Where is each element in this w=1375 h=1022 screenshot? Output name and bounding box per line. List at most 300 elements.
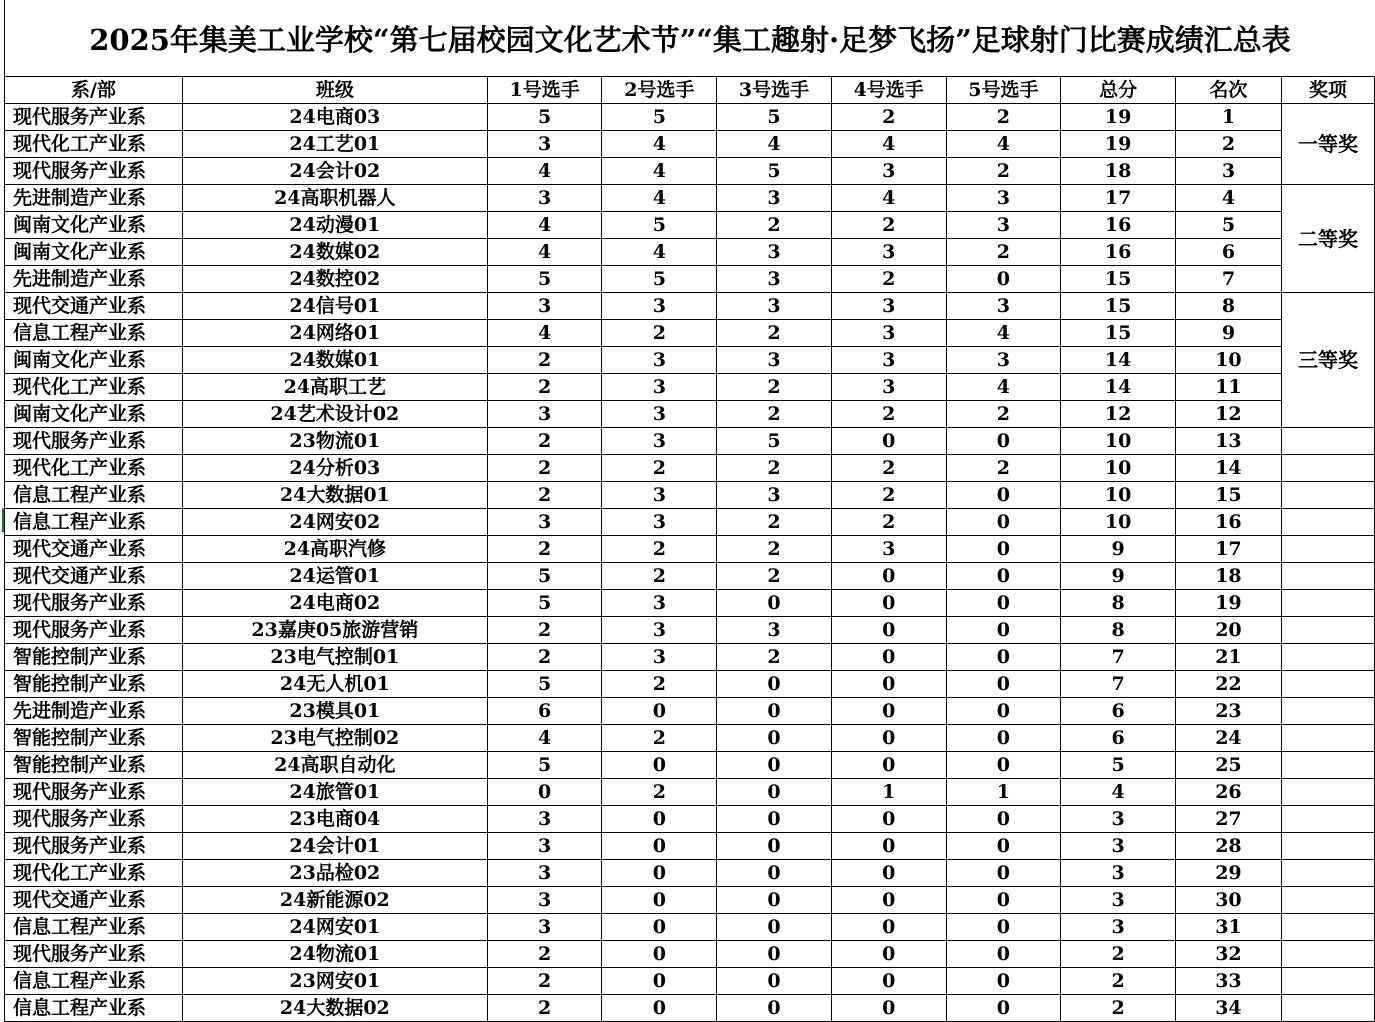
player-2-score[interactable]: 4 [602,239,717,266]
rank-cell[interactable]: 21 [1175,644,1281,671]
player-3-score[interactable]: 0 [717,995,832,1022]
dept-cell[interactable]: 现代服务产业系 [5,104,183,131]
player-4-score[interactable]: 0 [831,941,946,968]
player-5-score[interactable]: 3 [946,185,1061,212]
rank-cell[interactable]: 29 [1175,860,1281,887]
player-1-score[interactable]: 2 [487,995,602,1022]
player-3-score[interactable]: 3 [717,617,832,644]
player-5-score[interactable]: 0 [946,914,1061,941]
total-score[interactable]: 3 [1061,806,1176,833]
player-3-score[interactable]: 4 [717,131,832,158]
player-1-score[interactable]: 4 [487,212,602,239]
award-cell-empty[interactable] [1281,941,1374,968]
player-1-score[interactable]: 2 [487,644,602,671]
player-5-score[interactable]: 0 [946,644,1061,671]
award-cell-second[interactable]: 二等奖 [1281,185,1374,293]
player-5-score[interactable]: 0 [946,563,1061,590]
award-cell-empty[interactable] [1281,644,1374,671]
rank-cell[interactable]: 8 [1175,293,1281,320]
award-cell-empty[interactable] [1281,887,1374,914]
player-1-score[interactable]: 3 [487,806,602,833]
total-score[interactable]: 16 [1061,212,1176,239]
dept-cell[interactable]: 现代服务产业系 [5,806,183,833]
dept-cell[interactable]: 信息工程产业系 [5,968,183,995]
player-2-score[interactable]: 2 [602,725,717,752]
class-cell[interactable]: 24信号01 [182,293,487,320]
player-5-score[interactable]: 0 [946,698,1061,725]
player-4-score[interactable]: 4 [831,131,946,158]
player-5-score[interactable]: 4 [946,320,1061,347]
total-score[interactable]: 9 [1061,536,1176,563]
total-score[interactable]: 7 [1061,671,1176,698]
rank-cell[interactable]: 30 [1175,887,1281,914]
player-1-score[interactable]: 2 [487,455,602,482]
player-4-score[interactable]: 3 [831,158,946,185]
rank-cell[interactable]: 31 [1175,914,1281,941]
player-3-score[interactable]: 0 [717,752,832,779]
player-4-score[interactable]: 0 [831,644,946,671]
player-2-score[interactable]: 0 [602,752,717,779]
player-4-score[interactable]: 0 [831,590,946,617]
class-cell[interactable]: 24分析03 [182,455,487,482]
class-cell[interactable]: 24物流01 [182,941,487,968]
player-5-score[interactable]: 0 [946,725,1061,752]
total-score[interactable]: 19 [1061,104,1176,131]
player-1-score[interactable]: 3 [487,131,602,158]
player-3-score[interactable]: 5 [717,158,832,185]
award-cell-empty[interactable] [1281,779,1374,806]
award-cell-first[interactable]: 一等奖 [1281,104,1374,185]
class-cell[interactable]: 24新能源02 [182,887,487,914]
dept-cell[interactable]: 现代化工产业系 [5,131,183,158]
total-score[interactable]: 2 [1061,941,1176,968]
dept-cell[interactable]: 智能控制产业系 [5,752,183,779]
player-2-score[interactable]: 3 [602,617,717,644]
award-cell-empty[interactable] [1281,968,1374,995]
class-cell[interactable]: 24高职汽修 [182,536,487,563]
player-4-score[interactable]: 1 [831,779,946,806]
total-score[interactable]: 3 [1061,914,1176,941]
header-player-4[interactable]: 4号选手 [831,77,946,104]
player-5-score[interactable]: 2 [946,158,1061,185]
rank-cell[interactable]: 3 [1175,158,1281,185]
class-cell[interactable]: 24旅管01 [182,779,487,806]
dept-cell[interactable]: 现代交通产业系 [5,563,183,590]
player-3-score[interactable]: 0 [717,860,832,887]
total-score[interactable]: 16 [1061,239,1176,266]
award-cell-empty[interactable] [1281,455,1374,482]
class-cell[interactable]: 23电商04 [182,806,487,833]
dept-cell[interactable]: 智能控制产业系 [5,725,183,752]
player-5-score[interactable]: 2 [946,401,1061,428]
rank-cell[interactable]: 19 [1175,590,1281,617]
dept-cell[interactable]: 闽南文化产业系 [5,347,183,374]
total-score[interactable]: 10 [1061,509,1176,536]
player-2-score[interactable]: 0 [602,914,717,941]
player-4-score[interactable]: 0 [831,887,946,914]
class-cell[interactable]: 24高职工艺 [182,374,487,401]
total-score[interactable]: 7 [1061,644,1176,671]
class-cell[interactable]: 24工艺01 [182,131,487,158]
player-2-score[interactable]: 0 [602,806,717,833]
rank-cell[interactable]: 18 [1175,563,1281,590]
player-5-score[interactable]: 0 [946,806,1061,833]
class-cell[interactable]: 23嘉庚05旅游营销 [182,617,487,644]
dept-cell[interactable]: 信息工程产业系 [5,995,183,1022]
player-5-score[interactable]: 4 [946,374,1061,401]
player-1-score[interactable]: 2 [487,941,602,968]
dept-cell[interactable]: 现代服务产业系 [5,833,183,860]
dept-cell[interactable]: 现代服务产业系 [5,941,183,968]
header-class[interactable]: 班级 [182,77,487,104]
class-cell[interactable]: 24网安02 [182,509,487,536]
player-3-score[interactable]: 3 [717,239,832,266]
rank-cell[interactable]: 32 [1175,941,1281,968]
class-cell[interactable]: 24数媒02 [182,239,487,266]
player-3-score[interactable]: 0 [717,698,832,725]
player-5-score[interactable]: 0 [946,617,1061,644]
total-score[interactable]: 8 [1061,617,1176,644]
player-2-score[interactable]: 3 [602,482,717,509]
player-2-score[interactable]: 2 [602,779,717,806]
dept-cell[interactable]: 现代化工产业系 [5,374,183,401]
player-1-score[interactable]: 2 [487,347,602,374]
player-3-score[interactable]: 2 [717,374,832,401]
player-4-score[interactable]: 0 [831,563,946,590]
rank-cell[interactable]: 24 [1175,725,1281,752]
header-dept[interactable]: 系/部 [5,77,183,104]
header-total[interactable]: 总分 [1061,77,1176,104]
award-cell-empty[interactable] [1281,914,1374,941]
rank-cell[interactable]: 4 [1175,185,1281,212]
header-player-1[interactable]: 1号选手 [487,77,602,104]
player-3-score[interactable]: 0 [717,887,832,914]
player-3-score[interactable]: 2 [717,401,832,428]
player-4-score[interactable]: 0 [831,752,946,779]
player-3-score[interactable]: 3 [717,347,832,374]
player-2-score[interactable]: 0 [602,698,717,725]
player-4-score[interactable]: 3 [831,293,946,320]
rank-cell[interactable]: 27 [1175,806,1281,833]
class-cell[interactable]: 23电气控制01 [182,644,487,671]
rank-cell[interactable]: 20 [1175,617,1281,644]
player-1-score[interactable]: 3 [487,833,602,860]
player-3-score[interactable]: 5 [717,428,832,455]
player-4-score[interactable]: 0 [831,968,946,995]
award-cell-empty[interactable] [1281,536,1374,563]
total-score[interactable]: 14 [1061,347,1176,374]
total-score[interactable]: 2 [1061,968,1176,995]
dept-cell[interactable]: 智能控制产业系 [5,644,183,671]
award-cell-empty[interactable] [1281,428,1374,455]
player-5-score[interactable]: 0 [946,887,1061,914]
class-cell[interactable]: 24电商03 [182,104,487,131]
total-score[interactable]: 2 [1061,995,1176,1022]
player-1-score[interactable]: 4 [487,158,602,185]
player-3-score[interactable]: 0 [717,941,832,968]
player-5-score[interactable]: 0 [946,968,1061,995]
award-cell-empty[interactable] [1281,752,1374,779]
total-score[interactable]: 10 [1061,428,1176,455]
player-2-score[interactable]: 3 [602,428,717,455]
rank-cell[interactable]: 34 [1175,995,1281,1022]
player-1-score[interactable]: 3 [487,401,602,428]
player-5-score[interactable]: 3 [946,212,1061,239]
player-3-score[interactable]: 3 [717,293,832,320]
total-score[interactable]: 19 [1061,131,1176,158]
total-score[interactable]: 5 [1061,752,1176,779]
player-1-score[interactable]: 2 [487,482,602,509]
player-4-score[interactable]: 4 [831,185,946,212]
player-3-score[interactable]: 2 [717,212,832,239]
player-1-score[interactable]: 5 [487,266,602,293]
award-cell-empty[interactable] [1281,995,1374,1022]
player-5-score[interactable]: 3 [946,293,1061,320]
dept-cell[interactable]: 先进制造产业系 [5,266,183,293]
dept-cell[interactable]: 现代服务产业系 [5,617,183,644]
player-2-score[interactable]: 2 [602,671,717,698]
rank-cell[interactable]: 9 [1175,320,1281,347]
player-5-score[interactable]: 0 [946,941,1061,968]
player-5-score[interactable]: 0 [946,752,1061,779]
player-2-score[interactable]: 3 [602,401,717,428]
player-4-score[interactable]: 0 [831,725,946,752]
player-3-score[interactable]: 2 [717,536,832,563]
player-3-score[interactable]: 3 [717,266,832,293]
player-4-score[interactable]: 0 [831,914,946,941]
player-2-score[interactable]: 2 [602,563,717,590]
total-score[interactable]: 3 [1061,887,1176,914]
class-cell[interactable]: 24无人机01 [182,671,487,698]
player-5-score[interactable]: 0 [946,995,1061,1022]
dept-cell[interactable]: 信息工程产业系 [5,482,183,509]
dept-cell[interactable]: 现代化工产业系 [5,860,183,887]
player-1-score[interactable]: 2 [487,374,602,401]
rank-cell[interactable]: 15 [1175,482,1281,509]
class-cell[interactable]: 24动漫01 [182,212,487,239]
player-5-score[interactable]: 0 [946,482,1061,509]
class-cell[interactable]: 24数控02 [182,266,487,293]
header-player-5[interactable]: 5号选手 [946,77,1061,104]
player-3-score[interactable]: 0 [717,590,832,617]
class-cell[interactable]: 24网安01 [182,914,487,941]
award-cell-empty[interactable] [1281,482,1374,509]
total-score[interactable]: 14 [1061,374,1176,401]
dept-cell[interactable]: 闽南文化产业系 [5,239,183,266]
player-4-score[interactable]: 0 [831,833,946,860]
class-cell[interactable]: 24电商02 [182,590,487,617]
player-3-score[interactable]: 2 [717,644,832,671]
player-1-score[interactable]: 5 [487,104,602,131]
player-3-score[interactable]: 2 [717,563,832,590]
player-5-score[interactable]: 0 [946,536,1061,563]
player-5-score[interactable]: 1 [946,779,1061,806]
player-5-score[interactable]: 0 [946,590,1061,617]
rank-cell[interactable]: 16 [1175,509,1281,536]
player-1-score[interactable]: 4 [487,725,602,752]
dept-cell[interactable]: 信息工程产业系 [5,914,183,941]
player-2-score[interactable]: 4 [602,158,717,185]
rank-cell[interactable]: 33 [1175,968,1281,995]
dept-cell[interactable]: 现代服务产业系 [5,428,183,455]
player-3-score[interactable]: 2 [717,509,832,536]
award-cell-empty[interactable] [1281,833,1374,860]
player-4-score[interactable]: 2 [831,266,946,293]
dept-cell[interactable]: 信息工程产业系 [5,509,183,536]
player-2-score[interactable]: 3 [602,293,717,320]
player-2-score[interactable]: 5 [602,104,717,131]
player-1-score[interactable]: 2 [487,968,602,995]
player-1-score[interactable]: 6 [487,698,602,725]
rank-cell[interactable]: 14 [1175,455,1281,482]
rank-cell[interactable]: 10 [1175,347,1281,374]
rank-cell[interactable]: 22 [1175,671,1281,698]
total-score[interactable]: 4 [1061,779,1176,806]
player-2-score[interactable]: 0 [602,887,717,914]
player-2-score[interactable]: 0 [602,941,717,968]
dept-cell[interactable]: 先进制造产业系 [5,185,183,212]
player-2-score[interactable]: 3 [602,347,717,374]
award-cell-empty[interactable] [1281,860,1374,887]
total-score[interactable]: 12 [1061,401,1176,428]
player-2-score[interactable]: 3 [602,509,717,536]
dept-cell[interactable]: 先进制造产业系 [5,698,183,725]
total-score[interactable]: 3 [1061,833,1176,860]
player-2-score[interactable]: 4 [602,185,717,212]
player-4-score[interactable]: 2 [831,455,946,482]
total-score[interactable]: 10 [1061,455,1176,482]
player-2-score[interactable]: 4 [602,131,717,158]
class-cell[interactable]: 24大数据01 [182,482,487,509]
total-score[interactable]: 17 [1061,185,1176,212]
rank-cell[interactable]: 5 [1175,212,1281,239]
player-1-score[interactable]: 3 [487,860,602,887]
player-4-score[interactable]: 0 [831,671,946,698]
player-1-score[interactable]: 3 [487,293,602,320]
player-5-score[interactable]: 2 [946,455,1061,482]
player-1-score[interactable]: 3 [487,914,602,941]
class-cell[interactable]: 24艺术设计02 [182,401,487,428]
player-5-score[interactable]: 4 [946,131,1061,158]
player-5-score[interactable]: 0 [946,428,1061,455]
player-5-score[interactable]: 2 [946,239,1061,266]
total-score[interactable]: 10 [1061,482,1176,509]
player-2-score[interactable]: 3 [602,644,717,671]
class-cell[interactable]: 23网安01 [182,968,487,995]
player-4-score[interactable]: 0 [831,428,946,455]
total-score[interactable]: 18 [1061,158,1176,185]
rank-cell[interactable]: 6 [1175,239,1281,266]
dept-cell[interactable]: 现代交通产业系 [5,293,183,320]
player-2-score[interactable]: 3 [602,374,717,401]
player-4-score[interactable]: 0 [831,698,946,725]
rank-cell[interactable]: 28 [1175,833,1281,860]
player-3-score[interactable]: 0 [717,914,832,941]
player-2-score[interactable]: 2 [602,455,717,482]
player-1-score[interactable]: 2 [487,617,602,644]
player-3-score[interactable]: 0 [717,725,832,752]
award-cell-empty[interactable] [1281,725,1374,752]
total-score[interactable]: 15 [1061,266,1176,293]
player-3-score[interactable]: 3 [717,482,832,509]
rank-cell[interactable]: 11 [1175,374,1281,401]
rank-cell[interactable]: 25 [1175,752,1281,779]
dept-cell[interactable]: 智能控制产业系 [5,671,183,698]
player-5-score[interactable]: 0 [946,671,1061,698]
award-cell-empty[interactable] [1281,698,1374,725]
player-3-score[interactable]: 3 [717,185,832,212]
header-player-3[interactable]: 3号选手 [717,77,832,104]
award-cell-empty[interactable] [1281,590,1374,617]
player-1-score[interactable]: 5 [487,671,602,698]
player-5-score[interactable]: 0 [946,860,1061,887]
player-5-score[interactable]: 0 [946,266,1061,293]
award-cell-empty[interactable] [1281,563,1374,590]
player-3-score[interactable]: 0 [717,968,832,995]
class-cell[interactable]: 24高职自动化 [182,752,487,779]
rank-cell[interactable]: 7 [1175,266,1281,293]
total-score[interactable]: 8 [1061,590,1176,617]
player-5-score[interactable]: 0 [946,509,1061,536]
player-4-score[interactable]: 0 [831,617,946,644]
total-score[interactable]: 3 [1061,860,1176,887]
class-cell[interactable]: 23电气控制02 [182,725,487,752]
player-5-score[interactable]: 2 [946,104,1061,131]
class-cell[interactable]: 24会计01 [182,833,487,860]
player-4-score[interactable]: 3 [831,536,946,563]
player-3-score[interactable]: 2 [717,455,832,482]
player-2-score[interactable]: 5 [602,212,717,239]
dept-cell[interactable]: 现代服务产业系 [5,590,183,617]
player-3-score[interactable]: 0 [717,671,832,698]
header-rank[interactable]: 名次 [1175,77,1281,104]
class-cell[interactable]: 23物流01 [182,428,487,455]
class-cell[interactable]: 23品检02 [182,860,487,887]
total-score[interactable]: 6 [1061,725,1176,752]
player-2-score[interactable]: 0 [602,995,717,1022]
dept-cell[interactable]: 信息工程产业系 [5,320,183,347]
award-cell-third[interactable]: 三等奖 [1281,293,1374,428]
award-cell-empty[interactable] [1281,509,1374,536]
header-award[interactable]: 奖项 [1281,77,1374,104]
rank-cell[interactable]: 26 [1175,779,1281,806]
player-4-score[interactable]: 0 [831,806,946,833]
player-1-score[interactable]: 3 [487,509,602,536]
rank-cell[interactable]: 12 [1175,401,1281,428]
player-4-score[interactable]: 2 [831,401,946,428]
player-4-score[interactable]: 3 [831,374,946,401]
player-1-score[interactable]: 2 [487,428,602,455]
player-4-score[interactable]: 2 [831,509,946,536]
rank-cell[interactable]: 17 [1175,536,1281,563]
total-score[interactable]: 15 [1061,293,1176,320]
class-cell[interactable]: 24网络01 [182,320,487,347]
player-1-score[interactable]: 3 [487,185,602,212]
dept-cell[interactable]: 现代服务产业系 [5,158,183,185]
player-1-score[interactable]: 3 [487,887,602,914]
player-4-score[interactable]: 0 [831,860,946,887]
player-2-score[interactable]: 3 [602,590,717,617]
player-3-score[interactable]: 0 [717,806,832,833]
player-3-score[interactable]: 0 [717,833,832,860]
player-2-score[interactable]: 5 [602,266,717,293]
player-4-score[interactable]: 3 [831,347,946,374]
header-player-2[interactable]: 2号选手 [602,77,717,104]
award-cell-empty[interactable] [1281,671,1374,698]
dept-cell[interactable]: 现代服务产业系 [5,779,183,806]
award-cell-empty[interactable] [1281,617,1374,644]
player-2-score[interactable]: 2 [602,320,717,347]
